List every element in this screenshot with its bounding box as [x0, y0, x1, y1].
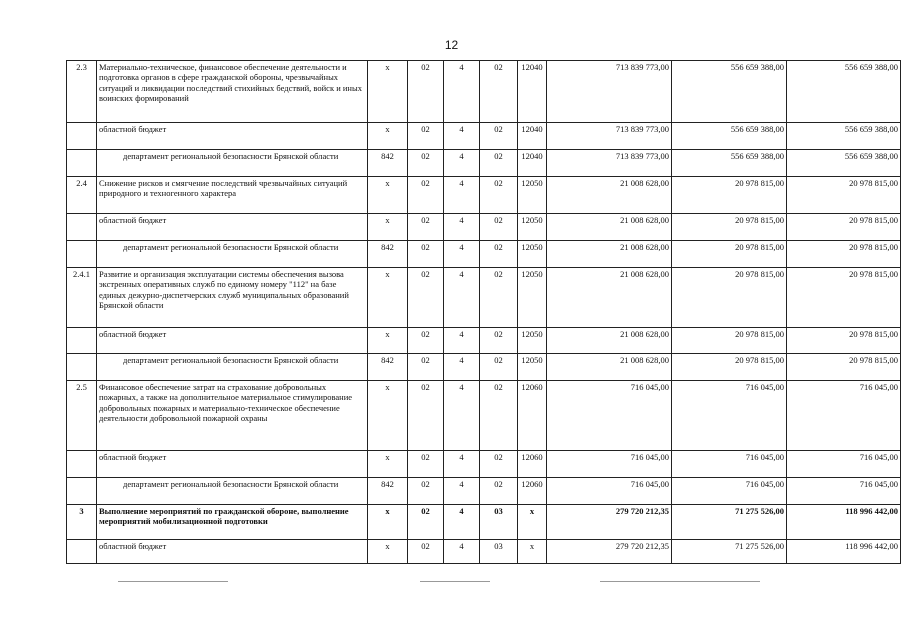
cell-amount-3: 118 996 442,00 [787, 505, 901, 540]
cell-grbs: х [368, 61, 408, 123]
cell-code-3: 02 [480, 150, 518, 177]
cell-code-3: 02 [480, 61, 518, 123]
cell-number [67, 354, 97, 381]
cell-number: 2.4.1 [67, 268, 97, 328]
page-number: 12 [444, 38, 459, 52]
cell-code-1: 02 [408, 451, 444, 478]
cell-number [67, 123, 97, 150]
cell-name: Финансовое обеспечение затрат на страхование добровольных пожарных, а также на дополнительное материальное стимулирование добровольных пожарных и материально-техническое обеспечение деятельности добровольной пожарной охраны [97, 381, 368, 451]
cell-amount-3: 556 659 388,00 [787, 123, 901, 150]
cell-grbs: х [368, 214, 408, 241]
cell-amount-2: 556 659 388,00 [672, 150, 787, 177]
cell-number [67, 150, 97, 177]
cell-code-4: 12040 [518, 123, 547, 150]
cell-amount-3: 20 978 815,00 [787, 328, 901, 354]
cell-code-4: 12060 [518, 451, 547, 478]
cell-number [67, 478, 97, 505]
cell-amount-1: 716 045,00 [547, 478, 672, 505]
cell-code-2: 4 [444, 354, 480, 381]
cell-code-4: 12060 [518, 381, 547, 451]
cell-code-2: 4 [444, 123, 480, 150]
cell-amount-2: 556 659 388,00 [672, 123, 787, 150]
cell-name: Снижение рисков и смягчение последствий чрезвычайных ситуаций природного и техногенного характера [97, 177, 368, 214]
table-row [67, 61, 901, 123]
cell-amount-2: 20 978 815,00 [672, 328, 787, 354]
cell-amount-2: 20 978 815,00 [672, 214, 787, 241]
scan-mark [420, 581, 490, 582]
cell-number [67, 328, 97, 354]
cell-code-4: 12050 [518, 268, 547, 328]
cell-code-2: 4 [444, 328, 480, 354]
cell-amount-1: 713 839 773,00 [547, 150, 672, 177]
cell-name: областной бюджет [97, 328, 368, 354]
cell-grbs: х [368, 328, 408, 354]
cell-code-3: 03 [480, 505, 518, 540]
cell-amount-2: 20 978 815,00 [672, 354, 787, 381]
cell-code-1: 02 [408, 328, 444, 354]
cell-grbs: х [368, 177, 408, 214]
cell-number [67, 540, 97, 564]
cell-code-3: 02 [480, 451, 518, 478]
scan-mark [600, 581, 760, 582]
cell-code-1: 02 [408, 478, 444, 505]
cell-code-2: 4 [444, 451, 480, 478]
cell-amount-2: 716 045,00 [672, 381, 787, 451]
cell-amount-3: 716 045,00 [787, 451, 901, 478]
table-row [67, 150, 901, 177]
cell-grbs: 842 [368, 354, 408, 381]
cell-grbs: х [368, 505, 408, 540]
cell-code-1: 02 [408, 381, 444, 451]
cell-amount-3: 556 659 388,00 [787, 150, 901, 177]
cell-amount-1: 716 045,00 [547, 451, 672, 478]
cell-amount-3: 20 978 815,00 [787, 354, 901, 381]
cell-code-3: 02 [480, 478, 518, 505]
cell-code-4: 12050 [518, 328, 547, 354]
cell-amount-1: 716 045,00 [547, 381, 672, 451]
cell-code-3: 02 [480, 268, 518, 328]
cell-code-2: 4 [444, 381, 480, 451]
scan-mark [118, 581, 228, 582]
cell-amount-1: 713 839 773,00 [547, 61, 672, 123]
cell-amount-3: 716 045,00 [787, 381, 901, 451]
cell-number [67, 241, 97, 268]
cell-name: Выполнение мероприятий по гражданской обороне, выполнение мероприятий мобилизационной подготовки [97, 505, 368, 540]
cell-amount-2: 716 045,00 [672, 451, 787, 478]
cell-code-3: 02 [480, 328, 518, 354]
cell-grbs: х [368, 540, 408, 564]
cell-code-2: 4 [444, 177, 480, 214]
cell-code-4: х [518, 540, 547, 564]
cell-amount-1: 21 008 628,00 [547, 268, 672, 328]
cell-name: Материально-техническое, финансовое обеспечение деятельности и подготовка органов в сфере гражданской обороны, чрезвычайных ситуаций и ликвидации последствий стихийных бедствий, войск и иных воинских формирований [97, 61, 368, 123]
cell-code-1: 02 [408, 505, 444, 540]
cell-code-4: 12050 [518, 241, 547, 268]
cell-code-4: 12050 [518, 177, 547, 214]
cell-code-4: 12050 [518, 354, 547, 381]
cell-amount-3: 118 996 442,00 [787, 540, 901, 564]
cell-code-4: 12040 [518, 150, 547, 177]
cell-code-2: 4 [444, 540, 480, 564]
cell-code-1: 02 [408, 354, 444, 381]
table-row [67, 354, 901, 381]
cell-grbs: х [368, 268, 408, 328]
cell-grbs: х [368, 451, 408, 478]
cell-code-3: 02 [480, 381, 518, 451]
cell-name: областной бюджет [97, 214, 368, 241]
cell-amount-2: 71 275 526,00 [672, 540, 787, 564]
cell-number: 3 [67, 505, 97, 540]
cell-name: областной бюджет [97, 451, 368, 478]
budget-table [66, 60, 901, 564]
cell-code-1: 02 [408, 150, 444, 177]
cell-code-3: 02 [480, 177, 518, 214]
cell-code-1: 02 [408, 540, 444, 564]
cell-amount-2: 20 978 815,00 [672, 241, 787, 268]
table-row [67, 328, 901, 354]
cell-code-4: 12040 [518, 61, 547, 123]
cell-amount-1: 21 008 628,00 [547, 354, 672, 381]
cell-grbs: х [368, 381, 408, 451]
table-row [67, 381, 901, 451]
cell-amount-1: 21 008 628,00 [547, 328, 672, 354]
cell-amount-3: 20 978 815,00 [787, 241, 901, 268]
cell-amount-3: 20 978 815,00 [787, 177, 901, 214]
cell-code-2: 4 [444, 505, 480, 540]
table-row [67, 451, 901, 478]
table-row [67, 478, 901, 505]
cell-code-3: 03 [480, 540, 518, 564]
cell-code-2: 4 [444, 268, 480, 328]
cell-code-3: 02 [480, 241, 518, 268]
table-row [67, 505, 901, 540]
cell-code-3: 02 [480, 123, 518, 150]
cell-amount-1: 279 720 212,35 [547, 505, 672, 540]
cell-grbs: х [368, 123, 408, 150]
cell-code-2: 4 [444, 478, 480, 505]
cell-amount-3: 20 978 815,00 [787, 214, 901, 241]
table-body [67, 61, 901, 564]
cell-number: 2.3 [67, 61, 97, 123]
cell-code-2: 4 [444, 241, 480, 268]
cell-code-1: 02 [408, 177, 444, 214]
cell-amount-2: 556 659 388,00 [672, 61, 787, 123]
cell-code-1: 02 [408, 268, 444, 328]
cell-grbs: 842 [368, 478, 408, 505]
cell-amount-2: 716 045,00 [672, 478, 787, 505]
cell-amount-2: 71 275 526,00 [672, 505, 787, 540]
cell-amount-3: 716 045,00 [787, 478, 901, 505]
cell-name: департамент региональной безопасности Брянской области [97, 150, 368, 177]
cell-code-4: 12050 [518, 214, 547, 241]
table-row [67, 540, 901, 564]
table-row [67, 268, 901, 328]
cell-amount-1: 713 839 773,00 [547, 123, 672, 150]
cell-number: 2.5 [67, 381, 97, 451]
table-row [67, 123, 901, 150]
cell-name: департамент региональной безопасности Брянской области [97, 241, 368, 268]
cell-name: департамент региональной безопасности Брянской области [97, 478, 368, 505]
cell-amount-2: 20 978 815,00 [672, 268, 787, 328]
cell-name: областной бюджет [97, 123, 368, 150]
cell-code-4: 12060 [518, 478, 547, 505]
cell-number [67, 214, 97, 241]
cell-number: 2.4 [67, 177, 97, 214]
cell-grbs: 842 [368, 241, 408, 268]
cell-code-2: 4 [444, 61, 480, 123]
cell-name: Развитие и организация эксплуатации системы обеспечения вызова экстренных оперативных служб по единому номеру "112" на базе единых дежурно-диспетчерских служб муниципальных образований Брянской области [97, 268, 368, 328]
table-row [67, 177, 901, 214]
cell-code-2: 4 [444, 214, 480, 241]
cell-code-3: 02 [480, 354, 518, 381]
cell-name: областной бюджет [97, 540, 368, 564]
cell-code-4: х [518, 505, 547, 540]
table-row [67, 214, 901, 241]
cell-name: департамент региональной безопасности Брянской области [97, 354, 368, 381]
cell-amount-1: 21 008 628,00 [547, 177, 672, 214]
cell-grbs: 842 [368, 150, 408, 177]
cell-amount-3: 556 659 388,00 [787, 61, 901, 123]
cell-amount-3: 20 978 815,00 [787, 268, 901, 328]
cell-code-1: 02 [408, 123, 444, 150]
cell-amount-2: 20 978 815,00 [672, 177, 787, 214]
cell-code-2: 4 [444, 150, 480, 177]
cell-code-1: 02 [408, 61, 444, 123]
cell-amount-1: 21 008 628,00 [547, 214, 672, 241]
cell-code-1: 02 [408, 214, 444, 241]
cell-amount-1: 21 008 628,00 [547, 241, 672, 268]
cell-code-1: 02 [408, 241, 444, 268]
cell-code-3: 02 [480, 214, 518, 241]
table-row [67, 241, 901, 268]
cell-number [67, 451, 97, 478]
cell-amount-1: 279 720 212,35 [547, 540, 672, 564]
